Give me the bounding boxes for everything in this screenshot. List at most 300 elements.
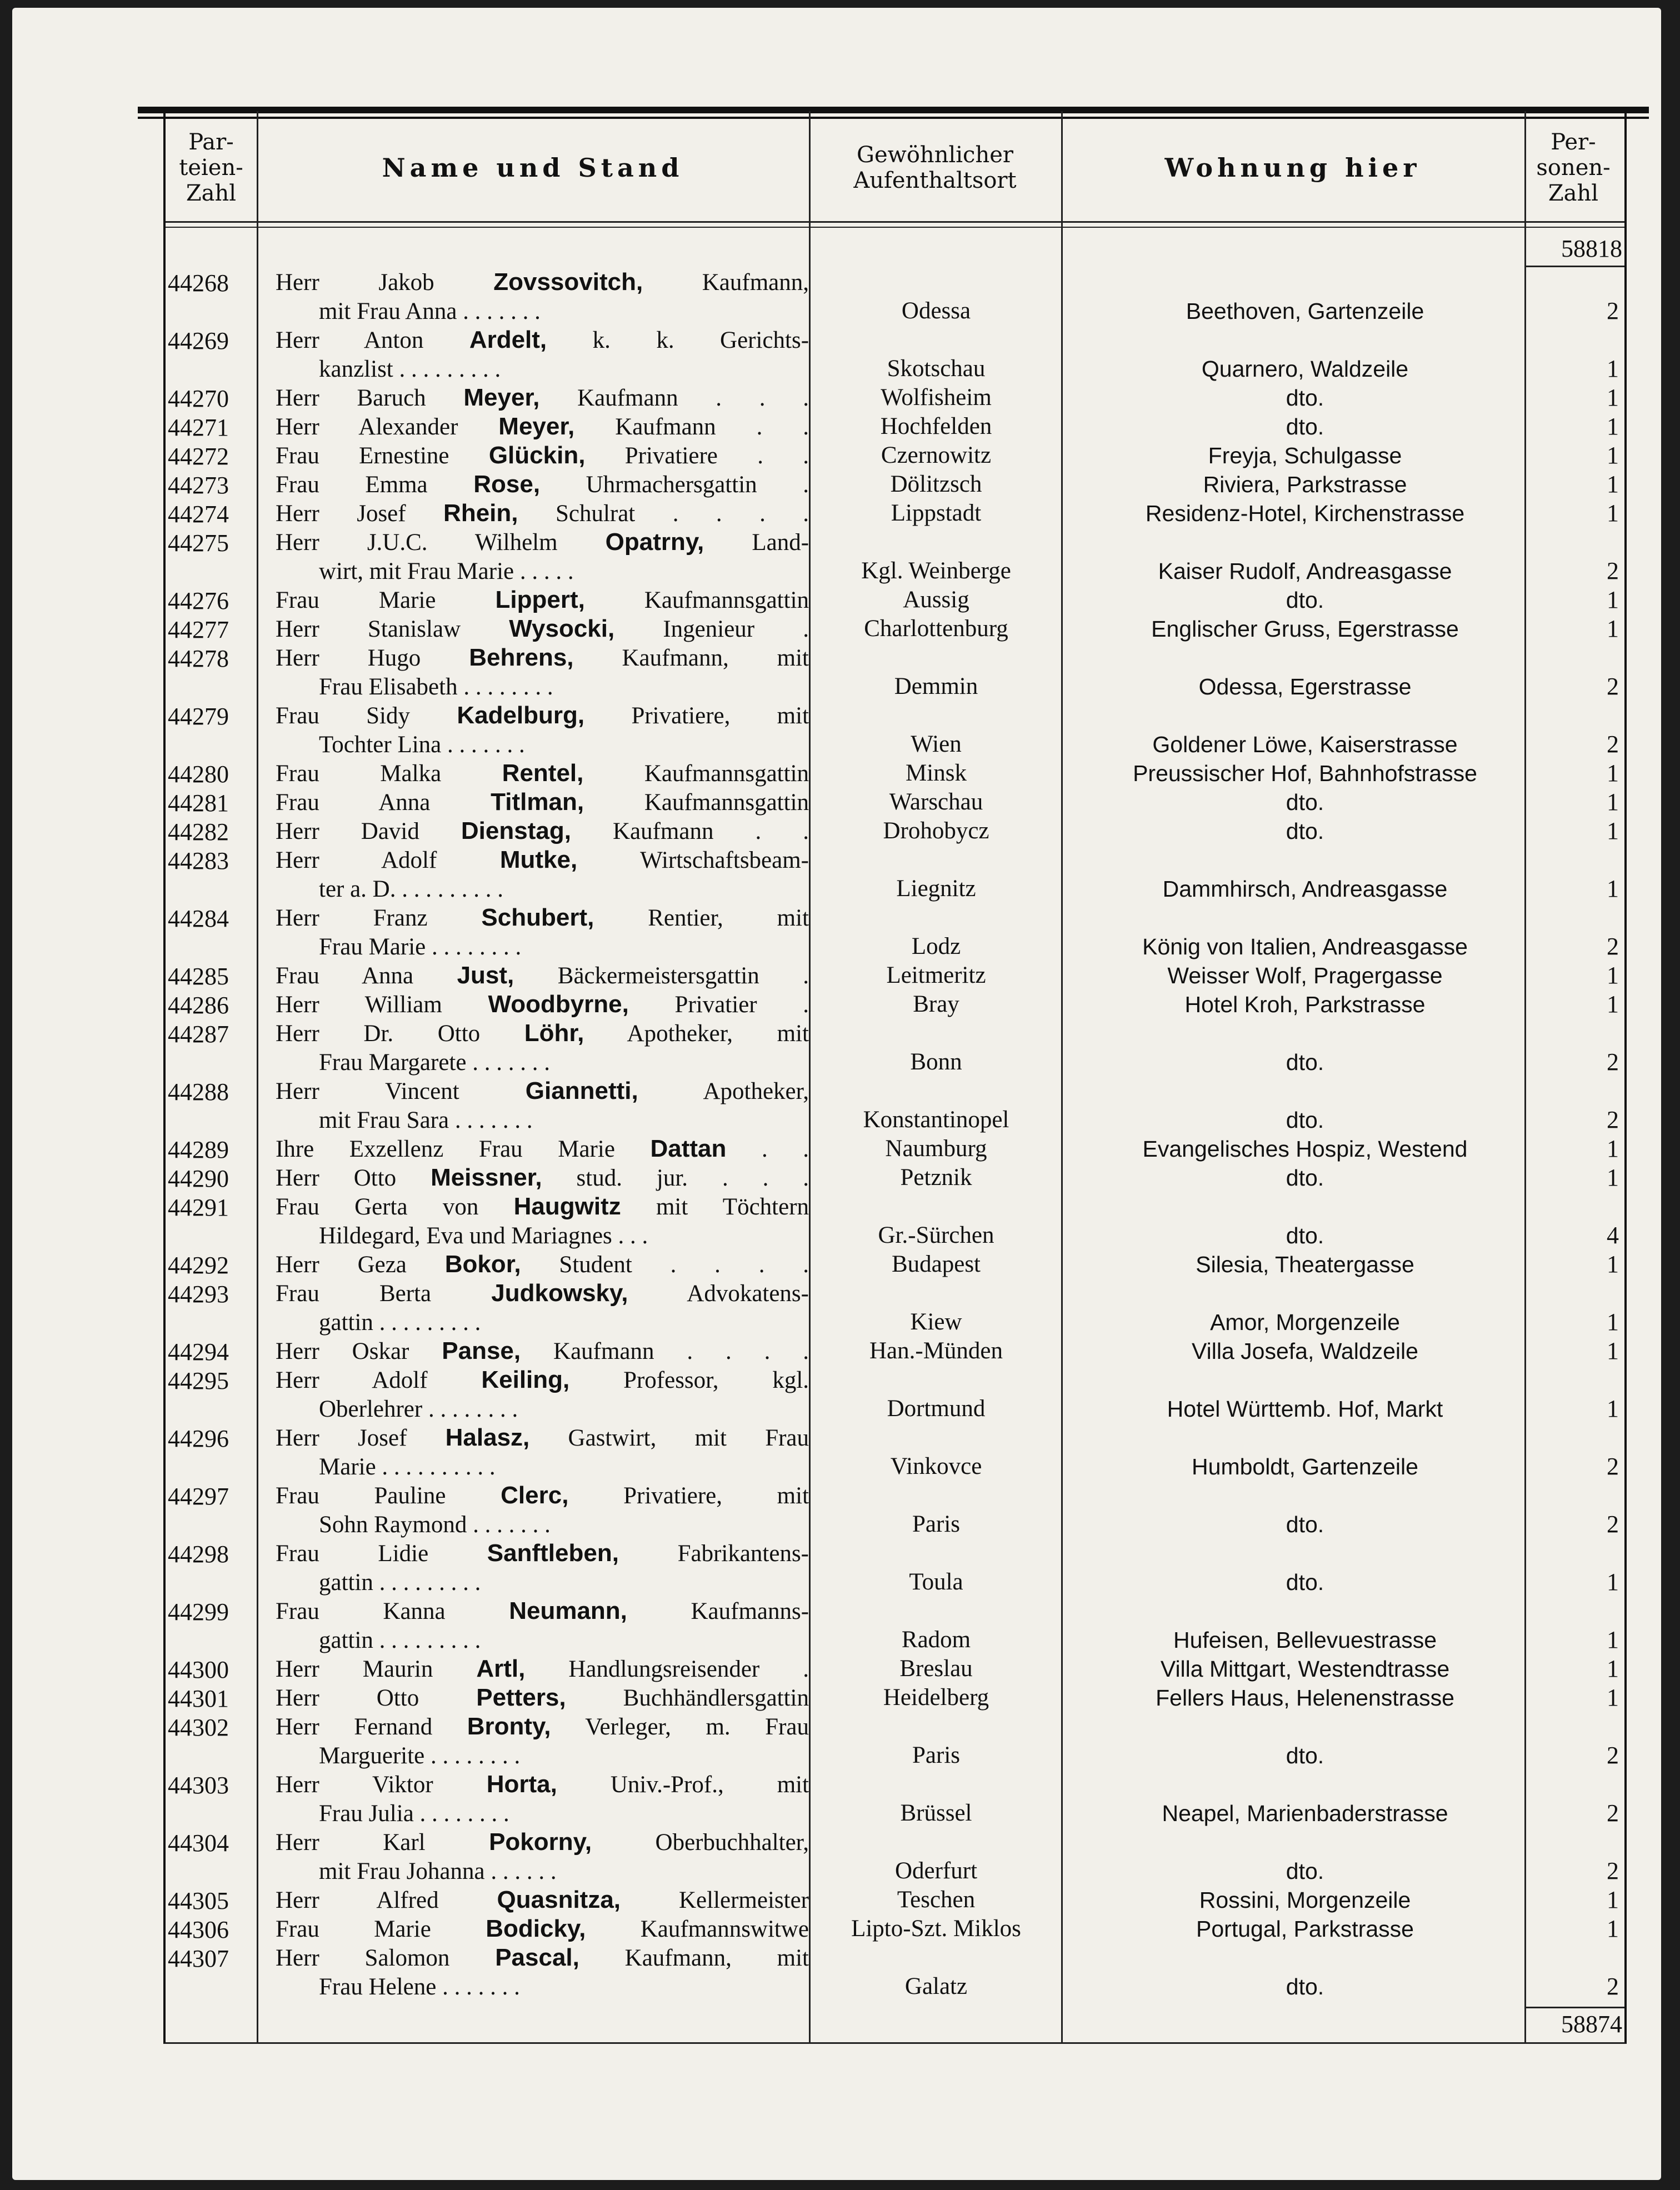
entry-name-line — [276, 759, 809, 788]
entry-name-line — [276, 1828, 809, 1857]
entry-name — [276, 1828, 809, 1886]
entry-continuation: mit Frau Sara . . . . . . . — [319, 1107, 533, 1133]
table-row — [166, 1423, 1624, 1481]
entry-origin: Galatz — [904, 1973, 968, 1999]
entry-surname: Woodbyrne, — [488, 991, 629, 1018]
entry-continuation: Frau Margarete . . . . . . . — [319, 1049, 550, 1076]
entry-name — [276, 586, 809, 615]
entry-title: Frau Gerta von — [276, 1194, 479, 1220]
entry-persons: 2 — [1607, 1973, 1619, 2000]
entry-residence: Hotel Kroh, Parkstrasse — [1184, 992, 1426, 1017]
entry-occupation: Kaufmannsgattin — [644, 587, 809, 613]
entry-continuation: Frau Marie . . . . . . . . — [319, 934, 522, 960]
party-number: 44281 — [168, 789, 229, 817]
entry-origin: Brüssel — [900, 1800, 972, 1826]
entry-name-line — [276, 1481, 809, 1511]
entry-surname: Haugwitz — [513, 1193, 621, 1220]
entry-surname: Pascal, — [495, 1944, 579, 1971]
entry-persons: 1 — [1607, 1915, 1619, 1942]
entry-occupation: Student . . . . — [559, 1252, 809, 1278]
entry-persons: 1 — [1607, 1135, 1619, 1162]
entry-title: Herr Maurin — [276, 1656, 433, 1682]
entry-surname: Rhein, — [443, 499, 518, 527]
party-number: 44304 — [168, 1829, 229, 1857]
table-row — [166, 817, 1624, 846]
entry-persons: 4 — [1607, 1222, 1619, 1249]
entry-occupation: k. k. Gerichts- — [592, 327, 809, 353]
entry-continuation: Frau Elisabeth . . . . . . . . — [319, 674, 553, 700]
entry-title: Herr Hugo — [276, 645, 421, 671]
entry-residence: dto. — [1286, 789, 1324, 815]
entry-occupation: . . — [761, 1136, 809, 1162]
table-row — [166, 499, 1624, 528]
entry-occupation: Verleger, m. Frau — [585, 1714, 809, 1740]
header-party-line1: Par- — [188, 129, 234, 155]
entry-residence: Villa Josefa, Waldzeile — [1192, 1338, 1418, 1364]
entry-residence: Kaiser Rudolf, Andreasgasse — [1158, 558, 1452, 584]
entry-origin: Dortmund — [887, 1396, 986, 1422]
entry-occupation: Rentier, mit — [648, 905, 809, 931]
entry-occupation: Kaufmann . . — [612, 818, 809, 844]
entry-origin: Vinkovce — [890, 1453, 982, 1479]
entry-residence: Freyja, Schulgasse — [1208, 443, 1402, 468]
entry-occupation: Kaufmannswitwe — [640, 1916, 809, 1942]
entry-occupation: Univ.-Prof., mit — [610, 1772, 809, 1798]
party-number: 44285 — [168, 963, 229, 990]
party-number: 44307 — [168, 1945, 229, 1972]
entry-name — [276, 499, 809, 528]
entry-origin: Toula — [909, 1569, 963, 1595]
table-row — [166, 1337, 1624, 1366]
entry-name — [276, 528, 809, 586]
entry-origin: Minsk — [906, 760, 967, 786]
entry-occupation: Kaufmann . . . — [577, 385, 809, 411]
entry-residence: Rossini, Morgenzeile — [1199, 1887, 1411, 1913]
entry-surname: Pokorny, — [489, 1828, 592, 1856]
entry-name-line — [276, 326, 809, 355]
entry-persons: 1 — [1607, 1337, 1619, 1364]
entry-title: Herr Salomon — [276, 1945, 450, 1971]
table-row — [166, 1943, 1624, 2001]
table-row — [166, 846, 1624, 903]
entry-persons: 1 — [1607, 442, 1619, 469]
entry-name — [276, 1597, 809, 1655]
entry-continuation: kanzlist . . . . . . . . . — [319, 356, 501, 382]
entry-residence: Weisser Wolf, Pragergasse — [1167, 963, 1443, 988]
entry-name-line — [276, 961, 809, 991]
entry-title: Frau Emma — [276, 472, 428, 498]
entry-occupation: Apotheker, — [703, 1078, 809, 1104]
entry-occupation: Apotheker, mit — [627, 1021, 809, 1047]
party-number: 44298 — [168, 1541, 229, 1568]
entry-title: Herr J.U.C. Wilhelm — [276, 529, 558, 556]
entry-origin: Teschen — [897, 1887, 976, 1913]
table-row — [166, 903, 1624, 961]
entry-surname: Ardelt, — [469, 326, 547, 353]
entry-surname: Meissner, — [431, 1164, 542, 1191]
entry-persons: 1 — [1607, 759, 1619, 787]
table-row — [166, 759, 1624, 788]
entry-occupation: Schulrat . . . . — [555, 501, 809, 527]
party-number: 44300 — [168, 1656, 229, 1683]
entry-origin: Paris — [912, 1511, 960, 1537]
entry-residence: Dammhirsch, Andreasgasse — [1162, 876, 1448, 902]
party-number: 44287 — [168, 1021, 229, 1048]
entry-name — [276, 643, 809, 702]
entry-surname: Just, — [457, 962, 514, 989]
entry-persons: 1 — [1607, 1684, 1619, 1711]
header-origin — [809, 117, 1061, 219]
entry-origin: Dölitzsch — [890, 471, 982, 497]
entry-residence: Villa Mittgart, Westendtrasse — [1160, 1656, 1450, 1682]
entry-name-line — [276, 1192, 809, 1222]
register-table — [163, 111, 1627, 2044]
entry-occupation: stud. jur. . . . — [576, 1165, 809, 1191]
entry-surname: Clerc, — [501, 1482, 569, 1509]
entry-occupation: Uhrmachersgattin . — [586, 472, 809, 498]
party-number: 44274 — [168, 501, 229, 528]
entry-name — [276, 701, 809, 759]
entry-name-line — [276, 586, 809, 615]
entry-continuation: Hildegard, Eva und Mariagnes . . . — [319, 1223, 648, 1249]
entry-name-line — [276, 412, 809, 442]
entry-origin: Budapest — [891, 1251, 981, 1277]
entry-title: Herr Josef — [276, 501, 406, 527]
entry-residence: dto. — [1286, 587, 1324, 613]
party-number: 44302 — [168, 1714, 229, 1741]
party-number: 44276 — [168, 587, 229, 614]
entry-title: Herr Baruch — [276, 385, 426, 411]
entry-name — [276, 1683, 809, 1713]
party-number: 44268 — [168, 269, 229, 297]
entry-residence: Residenz-Hotel, Kirchenstrasse — [1145, 501, 1465, 526]
entry-surname: Keiling, — [481, 1366, 570, 1393]
entry-surname: Bokor, — [444, 1251, 521, 1278]
entry-persons: 1 — [1607, 1395, 1619, 1422]
party-number: 44294 — [168, 1338, 229, 1366]
entry-title: Herr Adolf — [276, 847, 437, 873]
entry-surname: Rose, — [473, 471, 541, 498]
entry-title: Frau Pauline — [276, 1483, 446, 1509]
header-rule — [166, 221, 1624, 223]
table-row — [166, 1250, 1624, 1279]
entry-occupation: Privatier . — [674, 992, 809, 1018]
entry-occupation: Kaufmanns- — [691, 1598, 809, 1624]
entry-surname: Wysocki, — [509, 615, 615, 642]
table-row — [166, 326, 1624, 383]
entry-name — [276, 1539, 809, 1597]
entry-title: Herr Otto — [276, 1685, 419, 1711]
entry-name — [276, 1366, 809, 1424]
entry-name — [276, 759, 809, 788]
entry-occupation: Land- — [752, 529, 809, 556]
entry-title: Herr Otto — [276, 1165, 397, 1191]
entry-surname: Löhr, — [524, 1019, 584, 1047]
entry-origin: Aussig — [903, 587, 969, 613]
header-persons — [1524, 117, 1622, 219]
entry-occupation: Advokatens- — [687, 1281, 809, 1307]
entry-surname: Kadelburg, — [457, 702, 585, 729]
entry-surname: Bodicky, — [486, 1915, 586, 1942]
entry-residence: Neapel, Marienbaderstrasse — [1162, 1801, 1448, 1826]
entry-name — [276, 1943, 809, 2002]
entry-name-line — [276, 1886, 809, 1915]
entry-surname: Opatrny, — [605, 528, 704, 556]
entry-occupation: Privatiere, mit — [623, 1483, 809, 1509]
party-number: 44290 — [168, 1165, 229, 1192]
header-origin-line1: Gewöhnlicher — [856, 142, 1013, 168]
entry-name-line — [276, 1914, 809, 1944]
entry-name — [276, 1250, 809, 1279]
entry-name — [276, 614, 809, 644]
table-row — [166, 1134, 1624, 1163]
entry-name-line — [276, 499, 809, 528]
entry-residence: dto. — [1286, 1107, 1324, 1133]
entry-name-line — [276, 1943, 809, 1973]
entry-origin: Czernowitz — [881, 442, 992, 468]
entry-surname: Zovssovitch, — [493, 268, 643, 296]
entry-title: Frau Anna — [276, 789, 431, 816]
entry-continuation: Sohn Raymond . . . . . . . — [319, 1512, 551, 1538]
entry-title: Herr Oskar — [276, 1338, 409, 1364]
table-row — [166, 643, 1624, 701]
entry-name-line — [276, 1077, 809, 1106]
entry-continuation: wirt, mit Frau Marie . . . . . — [319, 558, 574, 584]
entry-name — [276, 1163, 809, 1193]
entry-continuation: gattin . . . . . . . . . — [319, 1309, 481, 1336]
entry-occupation: Kaufmannsgattin — [644, 761, 809, 787]
entry-name — [276, 961, 809, 991]
entry-residence: Beethoven, Gartenzeile — [1186, 298, 1424, 324]
table-row — [166, 528, 1624, 586]
table-row — [166, 1279, 1624, 1337]
entry-continuation: gattin . . . . . . . . . — [319, 1569, 481, 1596]
entry-persons: 2 — [1607, 1106, 1619, 1133]
header-persons-line1: Per- — [1551, 129, 1596, 155]
entry-name-line — [276, 1337, 809, 1366]
entry-persons: 2 — [1607, 1511, 1619, 1538]
party-number: 44299 — [168, 1598, 229, 1626]
entry-surname: Giannetti, — [525, 1077, 638, 1104]
entry-persons: 2 — [1607, 673, 1619, 700]
entry-residence: Hufeisen, Bellevuestrasse — [1173, 1627, 1437, 1653]
entry-title: Herr Anton — [276, 327, 424, 353]
table-row — [166, 1597, 1624, 1654]
entry-name-line — [276, 990, 809, 1019]
entry-continuation: Marie . . . . . . . . . . — [319, 1454, 496, 1480]
entry-surname: Titlman, — [491, 788, 584, 816]
entry-title: Frau Kanna — [276, 1598, 446, 1624]
entry-name-line — [276, 1712, 809, 1742]
party-number: 44269 — [168, 327, 229, 354]
entry-occupation: Wirtschaftsbeam- — [640, 847, 809, 873]
entry-persons: 1 — [1607, 991, 1619, 1018]
entry-residence: dto. — [1286, 1165, 1324, 1191]
entry-persons: 1 — [1607, 615, 1619, 642]
table-row — [166, 268, 1624, 326]
entry-persons: 1 — [1607, 384, 1619, 411]
table-row — [166, 788, 1624, 817]
table-row — [166, 1163, 1624, 1192]
entry-continuation: Oberlehrer . . . . . . . . — [319, 1396, 518, 1422]
entry-persons: 1 — [1607, 1886, 1619, 1913]
entry-occupation: Oberbuchhalter, — [655, 1829, 809, 1856]
header-party-line3: Zahl — [186, 181, 237, 206]
entry-persons: 1 — [1607, 355, 1619, 382]
entry-occupation: Kaufmannsgattin — [644, 789, 809, 816]
entry-origin: Liegnitz — [896, 876, 976, 902]
entry-surname: Rentel, — [502, 759, 584, 787]
entry-title: Herr Adolf — [276, 1367, 428, 1393]
entry-name-line — [276, 1366, 809, 1395]
entry-origin: Lodz — [911, 933, 961, 959]
table-row — [166, 412, 1624, 441]
entry-continuation: Marguerite . . . . . . . . — [319, 1743, 521, 1769]
entry-title: Herr Josef — [276, 1425, 407, 1451]
entry-name-line — [276, 268, 809, 297]
party-number: 44283 — [168, 847, 229, 874]
entry-persons: 1 — [1607, 1251, 1619, 1278]
entry-residence: Goldener Löwe, Kaiserstrasse — [1152, 732, 1458, 757]
entry-name — [276, 1337, 809, 1366]
entry-persons: 1 — [1607, 962, 1619, 989]
entry-origin: Breslau — [899, 1656, 973, 1682]
entry-occupation: Kaufmann, mit — [624, 1945, 809, 1971]
entry-origin: Wolfisheim — [881, 384, 992, 411]
entry-continuation: Frau Helene . . . . . . . — [319, 1974, 520, 2000]
entry-origin: Skotschau — [887, 356, 986, 382]
entry-name — [276, 1481, 809, 1539]
party-number: 44291 — [168, 1194, 229, 1221]
header-persons-line3: Zahl — [1548, 181, 1599, 206]
entry-persons: 1 — [1607, 586, 1619, 613]
entry-surname: Neumann, — [509, 1597, 627, 1624]
entry-surname: Horta, — [486, 1771, 557, 1798]
entry-origin: Han.-Münden — [869, 1338, 1003, 1364]
entry-origin: Oderfurt — [894, 1858, 978, 1884]
entry-name — [276, 788, 809, 817]
entry-origin: Demmin — [894, 673, 978, 699]
entry-title: Herr Fernand — [276, 1714, 433, 1740]
entry-residence: Humboldt, Gartenzeile — [1192, 1454, 1418, 1479]
entry-residence: Amor, Morgenzeile — [1210, 1309, 1400, 1335]
entry-title: Herr Karl — [276, 1829, 426, 1856]
entry-persons: 2 — [1607, 1453, 1619, 1480]
entry-origin: Odessa — [901, 298, 971, 324]
entry-surname: Behrens, — [469, 644, 574, 671]
entry-continuation: ter a. D. . . . . . . . . . — [319, 876, 503, 902]
table-row — [166, 441, 1624, 470]
entry-residence: dto. — [1286, 1512, 1324, 1537]
entry-residence: dto. — [1286, 414, 1324, 439]
entry-title: Herr David — [276, 818, 419, 844]
party-number: 44277 — [168, 616, 229, 643]
entry-title: Frau Sidy — [276, 703, 410, 729]
entry-occupation: Kaufmann . . . . — [553, 1338, 809, 1364]
entry-continuation: mit Frau Anna . . . . . . . — [319, 298, 541, 324]
entry-name-line — [276, 528, 809, 557]
entry-surname: Petters, — [476, 1684, 566, 1711]
entry-name-line — [276, 788, 809, 817]
party-number: 44288 — [168, 1078, 229, 1106]
entry-name-line — [276, 470, 809, 499]
table-row — [166, 961, 1624, 990]
entry-persons: 1 — [1607, 1626, 1619, 1653]
entry-residence: Hotel Württemb. Hof, Markt — [1167, 1396, 1443, 1422]
entry-name — [276, 817, 809, 846]
entry-name-line — [276, 903, 809, 933]
entry-title: Herr Dr. Otto — [276, 1021, 481, 1047]
header-rule-thin — [166, 227, 1624, 228]
entry-persons: 1 — [1607, 471, 1619, 498]
entry-persons: 2 — [1607, 297, 1619, 324]
entry-name — [276, 1423, 809, 1482]
entry-persons: 1 — [1607, 1308, 1619, 1336]
entry-title: Frau Marie — [276, 587, 436, 613]
entry-name — [276, 903, 809, 962]
entry-surname: Sanftleben, — [487, 1539, 619, 1567]
entry-persons: 1 — [1607, 875, 1619, 902]
entry-occupation: Professor, kgl. — [623, 1367, 809, 1393]
entry-occupation: Buchhändlersgattin — [623, 1685, 809, 1711]
entry-name-line — [276, 1163, 809, 1193]
entry-surname: Glückin, — [488, 442, 586, 469]
entry-origin: Kiew — [910, 1309, 962, 1335]
entry-residence: dto. — [1286, 1569, 1324, 1595]
entry-residence: Fellers Haus, Helenenstrasse — [1156, 1685, 1454, 1711]
entry-occupation: Privatiere . . — [624, 443, 809, 469]
entry-name — [276, 990, 809, 1019]
entry-persons: 1 — [1607, 788, 1619, 816]
entry-residence: dto. — [1286, 1974, 1324, 1999]
entry-title: Herr William — [276, 992, 442, 1018]
entry-title: Herr Alexander — [276, 414, 458, 440]
entry-origin: Kgl. Weinberge — [861, 558, 1011, 584]
entry-surname: Panse, — [442, 1337, 521, 1364]
entry-origin: Petznik — [900, 1164, 972, 1191]
entry-residence: dto. — [1286, 1223, 1324, 1248]
entry-title: Frau Berta — [276, 1281, 432, 1307]
party-number: 44293 — [168, 1281, 229, 1308]
entry-persons: 1 — [1607, 1164, 1619, 1191]
entry-origin: Gr.-Sürchen — [878, 1222, 994, 1248]
entry-name-line — [276, 817, 809, 846]
entry-persons: 2 — [1607, 1048, 1619, 1076]
header-name: Name und Stand — [382, 153, 684, 183]
entry-persons: 2 — [1607, 731, 1619, 758]
entry-residence: Englischer Gruss, Egerstrasse — [1151, 616, 1459, 642]
entry-occupation: Bäckermeistersgattin . — [557, 963, 809, 989]
table-row — [166, 614, 1624, 643]
party-number: 44284 — [168, 905, 229, 932]
entry-origin: Konstantinopel — [863, 1107, 1009, 1133]
entry-name — [276, 383, 809, 413]
page-sheet — [12, 8, 1661, 2180]
entry-origin: Warschau — [889, 789, 983, 815]
carry-over-rule — [1524, 266, 1624, 267]
entry-surname: Artl, — [476, 1655, 526, 1682]
table-row — [166, 1366, 1624, 1423]
entry-name-line — [276, 1019, 809, 1048]
party-number: 44279 — [168, 703, 229, 730]
entry-surname: Bronty, — [467, 1713, 551, 1740]
table-row — [166, 1712, 1624, 1770]
entry-surname: Judkowsky, — [491, 1279, 628, 1307]
entry-origin: Hochfelden — [880, 413, 992, 439]
table-row — [166, 383, 1624, 412]
entry-title: Herr Jakob — [276, 269, 434, 296]
entry-name — [276, 441, 809, 471]
